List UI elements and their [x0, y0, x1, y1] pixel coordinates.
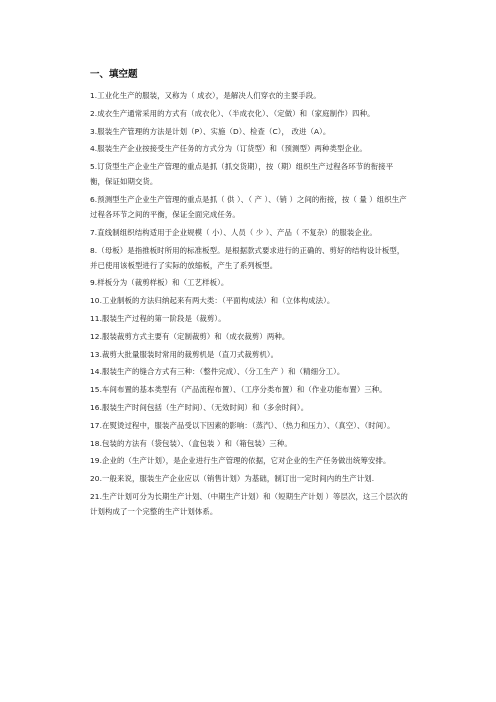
question-item: 10.工业制板的方法归纳起来有两大类：（平面构成法）和（立体构成法）。 — [90, 296, 335, 306]
question-item: 16.服装生产时间包括（生产时间）、（无效时间）和（多余时间）。 — [90, 402, 309, 412]
question-item: 15.车间布置的基本类型有（产品流程布置）、（工序分类布置）和（作业功能布置）三种。 — [90, 385, 387, 395]
question-item: 21.生产计划可分为长期生产计划、（中期生产计划）和（短期生产计划 ）等层次，这三个层次的计划构成了一个完整的生产计划体系。 — [90, 491, 408, 516]
question-list — [90, 88, 408, 522]
question-item: 11.服装生产过程的第一阶段是（裁剪）。 — [90, 313, 226, 323]
question-item: 5.订货型生产企业生产管理的重点是抓（抓交货期），按（期）组织生产过程各环节的衔接平衡，保证如期交货。 — [90, 162, 394, 187]
question-item: 19.企业的（生产计划），是企业进行生产管理的依据，它对企业的生产任务做出统筹安排。 — [90, 456, 391, 466]
question-item: 2.成衣生产通常采用的方式有（成衣化）、（半成衣化）、（定做）和（家庭制作）四种。 — [90, 108, 375, 118]
question-item: 4.服装生产企业按接受生产任务的方式分为（订货型）和（预测型）两种类型企业。 — [90, 144, 367, 154]
question-item: 6.预测型生产企业生产管理的重点是抓（ 供 ）、（ 产 ）、（销 ）之间的衔接，按（ 量 ）组织生产过程各环节之间的平衡，保证全面完成任务。 — [90, 194, 407, 219]
question-item: 7.直线制组织结构适用于企业规模（ 小）、人员（ 少 ）、产品（ 不复杂）的服装企业。 — [90, 227, 377, 237]
question-item: 1.工业化生产的服装，又称为（ 成衣），是解决人们穿衣的主要手段。 — [90, 91, 321, 100]
question-item: 14.服装生产的缝合方式有三种：（整件完成）、（分工生产 ）和（精细分工）。 — [90, 367, 345, 377]
question-item: 13.裁剪大批量服装时常用的裁剪机是（直刀式裁剪机）。 — [90, 349, 279, 359]
question-item: 8.（母板）是指推板时所用的标准板型。是根据款式要求进行的正确的、剪好的结构设计板型，并已使用该板型进行了实际的放缩板，产生了系列板型。 — [90, 245, 405, 270]
question-item: 12.服装裁剪方式主要有（定制裁剪）和（成衣裁剪）两种。 — [90, 331, 290, 341]
section-heading: 一、填空题 — [90, 69, 138, 80]
question-item: 17.在熨烫过程中，服装产品受以下因素的影响：（蒸汽）、（热力和压力）、（真空）、（时间）。 — [90, 420, 395, 430]
question-item: 18.包装的方法有（袋包装）、（盒包装 ）和（箱包装）三种。 — [90, 438, 292, 448]
question-item: 9.样板分为（裁剪样板）和（工艺样板）。 — [90, 278, 229, 288]
question-item: 20.一般来说，服装生产企业应以（销售计划）为基础，制订出一定时间内的生产计划. — [90, 474, 375, 484]
question-item: 3.服装生产管理的方法是计划（P）、实施（D）、检查（C）， 改进（A）。 — [90, 126, 331, 136]
